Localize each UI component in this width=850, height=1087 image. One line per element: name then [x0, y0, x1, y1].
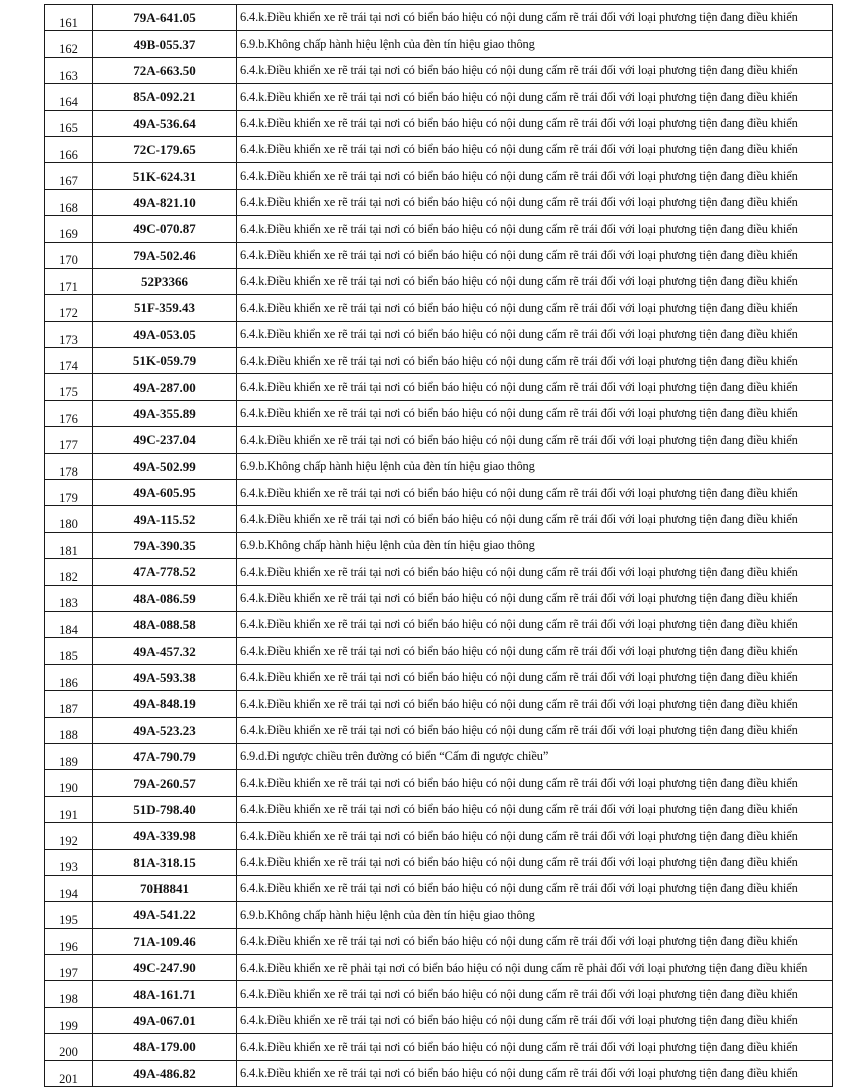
violation-description: 6.4.k.Điều khiển xe rẽ trái tại nơi có biển báo hiệu có nội dung cấm rẽ trái đối với loại phương tiện đang điều khiển: [237, 796, 833, 822]
license-plate: 49A-067.01: [93, 1007, 237, 1033]
violation-description: 6.4.k.Điều khiển xe rẽ trái tại nơi có biển báo hiệu có nội dung cấm rẽ trái đối với loại phương tiện đang điều khiển: [237, 57, 833, 83]
row-number: 173: [45, 321, 93, 347]
license-plate: 49A-355.89: [93, 400, 237, 426]
row-number: 165: [45, 110, 93, 136]
violation-description: 6.4.k.Điều khiển xe rẽ trái tại nơi có biển báo hiệu có nội dung cấm rẽ trái đối với loại phương tiện đang điều khiển: [237, 1060, 833, 1086]
table-row: [45, 295, 833, 321]
violation-description: 6.4.k.Điều khiển xe rẽ trái tại nơi có biển báo hiệu có nội dung cấm rẽ trái đối với loại phương tiện đang điều khiển: [237, 823, 833, 849]
license-plate: 47A-778.52: [93, 559, 237, 585]
row-number: 183: [45, 585, 93, 611]
violation-description: 6.4.k.Điều khiển xe rẽ trái tại nơi có biển báo hiệu có nội dung cấm rẽ trái đối với loại phương tiện đang điều khiển: [237, 400, 833, 426]
table-row: [45, 823, 833, 849]
license-plate: 49A-848.19: [93, 691, 237, 717]
license-plate: 49A-523.23: [93, 717, 237, 743]
row-number: 177: [45, 427, 93, 453]
row-number: 182: [45, 559, 93, 585]
violation-description: 6.4.k.Điều khiển xe rẽ trái tại nơi có biển báo hiệu có nội dung cấm rẽ trái đối với loại phương tiện đang điều khiển: [237, 5, 833, 31]
violation-description: 6.4.k.Điều khiển xe rẽ trái tại nơi có biển báo hiệu có nội dung cấm rẽ trái đối với loại phương tiện đang điều khiển: [237, 110, 833, 136]
violation-description: 6.4.k.Điều khiển xe rẽ trái tại nơi có biển báo hiệu có nội dung cấm rẽ trái đối với loại phương tiện đang điều khiển: [237, 189, 833, 215]
row-number: 190: [45, 770, 93, 796]
violation-description: 6.4.k.Điều khiển xe rẽ trái tại nơi có biển báo hiệu có nội dung cấm rẽ trái đối với loại phương tiện đang điều khiển: [237, 295, 833, 321]
row-number: 189: [45, 743, 93, 769]
row-number: 174: [45, 348, 93, 374]
row-number: 172: [45, 295, 93, 321]
row-number: 200: [45, 1034, 93, 1060]
table-row: [45, 717, 833, 743]
table-row: [45, 559, 833, 585]
violation-description: 6.4.k.Điều khiển xe rẽ trái tại nơi có biển báo hiệu có nội dung cấm rẽ trái đối với loại phương tiện đang điều khiển: [237, 268, 833, 294]
row-number: 184: [45, 611, 93, 637]
violation-description: 6.4.k.Điều khiển xe rẽ trái tại nơi có biển báo hiệu có nội dung cấm rẽ trái đối với loại phương tiện đang điều khiển: [237, 1034, 833, 1060]
violation-description: 6.4.k.Điều khiển xe rẽ trái tại nơi có biển báo hiệu có nội dung cấm rẽ trái đối với loại phương tiện đang điều khiển: [237, 374, 833, 400]
violation-description: 6.9.b.Không chấp hành hiệu lệnh của đèn tín hiệu giao thông: [237, 902, 833, 928]
row-number: 179: [45, 480, 93, 506]
license-plate: 79A-260.57: [93, 770, 237, 796]
violation-description: 6.4.k.Điều khiển xe rẽ trái tại nơi có biển báo hiệu có nội dung cấm rẽ trái đối với loại phương tiện đang điều khiển: [237, 770, 833, 796]
table-row: [45, 400, 833, 426]
violation-description: 6.4.k.Điều khiển xe rẽ trái tại nơi có biển báo hiệu có nội dung cấm rẽ trái đối với loại phương tiện đang điều khiển: [237, 981, 833, 1007]
license-plate: 49A-593.38: [93, 664, 237, 690]
license-plate: 51D-798.40: [93, 796, 237, 822]
row-number: 199: [45, 1007, 93, 1033]
license-plate: 48A-088.58: [93, 611, 237, 637]
row-number: 187: [45, 691, 93, 717]
violation-description: 6.4.k.Điều khiển xe rẽ trái tại nơi có biển báo hiệu có nội dung cấm rẽ trái đối với loại phương tiện đang điều khiển: [237, 480, 833, 506]
violation-description: 6.4.k.Điều khiển xe rẽ trái tại nơi có biển báo hiệu có nội dung cấm rẽ trái đối với loại phương tiện đang điều khiển: [237, 717, 833, 743]
license-plate: 85A-092.21: [93, 84, 237, 110]
violation-description: 6.4.k.Điều khiển xe rẽ trái tại nơi có biển báo hiệu có nội dung cấm rẽ trái đối với loại phương tiện đang điều khiển: [237, 427, 833, 453]
table-row: [45, 5, 833, 31]
table-row: [45, 57, 833, 83]
table-row: [45, 902, 833, 928]
license-plate: 70H8841: [93, 875, 237, 901]
row-number: 168: [45, 189, 93, 215]
license-plate: 49A-053.05: [93, 321, 237, 347]
license-plate: 49A-541.22: [93, 902, 237, 928]
row-number: 185: [45, 638, 93, 664]
license-plate: 79A-641.05: [93, 5, 237, 31]
row-number: 181: [45, 532, 93, 558]
table-row: [45, 427, 833, 453]
license-plate: 49C-247.90: [93, 955, 237, 981]
table-row: [45, 638, 833, 664]
license-plate: 49A-339.98: [93, 823, 237, 849]
table-row: [45, 189, 833, 215]
violation-description: 6.4.k.Điều khiển xe rẽ phải tại nơi có biển báo hiệu có nội dung cấm rẽ phải đối với loại phương tiện đang điều khiển: [237, 955, 833, 981]
license-plate: 79A-502.46: [93, 242, 237, 268]
license-plate: 49C-237.04: [93, 427, 237, 453]
violation-description: 6.4.k.Điều khiển xe rẽ trái tại nơi có biển báo hiệu có nội dung cấm rẽ trái đối với loại phương tiện đang điều khiển: [237, 691, 833, 717]
license-plate: 49A-457.32: [93, 638, 237, 664]
row-number: 188: [45, 717, 93, 743]
row-number: 163: [45, 57, 93, 83]
row-number: 195: [45, 902, 93, 928]
table-row: [45, 875, 833, 901]
row-number: 166: [45, 136, 93, 162]
table-row: [45, 321, 833, 347]
license-plate: 51K-624.31: [93, 163, 237, 189]
table-row: [45, 796, 833, 822]
table-row: [45, 480, 833, 506]
license-plate: 79A-390.35: [93, 532, 237, 558]
row-number: 198: [45, 981, 93, 1007]
license-plate: 49C-070.87: [93, 216, 237, 242]
table-row: [45, 955, 833, 981]
table-row: [45, 506, 833, 532]
row-number: 176: [45, 400, 93, 426]
license-plate: 49A-287.00: [93, 374, 237, 400]
table-row: [45, 664, 833, 690]
row-number: 167: [45, 163, 93, 189]
license-plate: 71A-109.46: [93, 928, 237, 954]
table-row: [45, 242, 833, 268]
row-number: 175: [45, 374, 93, 400]
license-plate: 49A-502.99: [93, 453, 237, 479]
license-plate: 49A-486.82: [93, 1060, 237, 1086]
violation-description: 6.4.k.Điều khiển xe rẽ trái tại nơi có biển báo hiệu có nội dung cấm rẽ trái đối với loại phương tiện đang điều khiển: [237, 84, 833, 110]
license-plate: 48A-179.00: [93, 1034, 237, 1060]
license-plate: 48A-086.59: [93, 585, 237, 611]
violation-description: 6.4.k.Điều khiển xe rẽ trái tại nơi có biển báo hiệu có nội dung cấm rẽ trái đối với loại phương tiện đang điều khiển: [237, 928, 833, 954]
license-plate: 47A-790.79: [93, 743, 237, 769]
violation-description: 6.4.k.Điều khiển xe rẽ trái tại nơi có biển báo hiệu có nội dung cấm rẽ trái đối với loại phương tiện đang điều khiển: [237, 638, 833, 664]
violation-description: 6.4.k.Điều khiển xe rẽ trái tại nơi có biển báo hiệu có nội dung cấm rẽ trái đối với loại phương tiện đang điều khiển: [237, 321, 833, 347]
violation-description: 6.4.k.Điều khiển xe rẽ trái tại nơi có biển báo hiệu có nội dung cấm rẽ trái đối với loại phương tiện đang điều khiển: [237, 1007, 833, 1033]
violations-table: [44, 4, 833, 1087]
license-plate: 49A-821.10: [93, 189, 237, 215]
table-row: [45, 453, 833, 479]
violation-description: 6.4.k.Điều khiển xe rẽ trái tại nơi có biển báo hiệu có nội dung cấm rẽ trái đối với loại phương tiện đang điều khiển: [237, 216, 833, 242]
license-plate: 51K-059.79: [93, 348, 237, 374]
table-row: [45, 981, 833, 1007]
table-row: [45, 84, 833, 110]
table-row: [45, 770, 833, 796]
row-number: 162: [45, 31, 93, 57]
license-plate: 72A-663.50: [93, 57, 237, 83]
row-number: 170: [45, 242, 93, 268]
violation-description: 6.4.k.Điều khiển xe rẽ trái tại nơi có biển báo hiệu có nội dung cấm rẽ trái đối với loại phương tiện đang điều khiển: [237, 242, 833, 268]
table-row: [45, 268, 833, 294]
violation-description: 6.9.d.Đi ngược chiều trên đường có biển “Cấm đi ngược chiều”: [237, 743, 833, 769]
license-plate: 49A-115.52: [93, 506, 237, 532]
violation-description: 6.4.k.Điều khiển xe rẽ trái tại nơi có biển báo hiệu có nội dung cấm rẽ trái đối với loại phương tiện đang điều khiển: [237, 506, 833, 532]
row-number: 178: [45, 453, 93, 479]
row-number: 171: [45, 268, 93, 294]
row-number: 191: [45, 796, 93, 822]
table-row: [45, 31, 833, 57]
violation-description: 6.9.b.Không chấp hành hiệu lệnh của đèn tín hiệu giao thông: [237, 31, 833, 57]
violation-description: 6.4.k.Điều khiển xe rẽ trái tại nơi có biển báo hiệu có nội dung cấm rẽ trái đối với loại phương tiện đang điều khiển: [237, 163, 833, 189]
violation-description: 6.4.k.Điều khiển xe rẽ trái tại nơi có biển báo hiệu có nội dung cấm rẽ trái đối với loại phương tiện đang điều khiển: [237, 611, 833, 637]
table-row: [45, 1034, 833, 1060]
violation-description: 6.4.k.Điều khiển xe rẽ trái tại nơi có biển báo hiệu có nội dung cấm rẽ trái đối với loại phương tiện đang điều khiển: [237, 585, 833, 611]
violation-description: 6.4.k.Điều khiển xe rẽ trái tại nơi có biển báo hiệu có nội dung cấm rẽ trái đối với loại phương tiện đang điều khiển: [237, 849, 833, 875]
table-row: [45, 110, 833, 136]
violations-table-body: [45, 5, 833, 1087]
license-plate: 49A-605.95: [93, 480, 237, 506]
violation-description: 6.4.k.Điều khiển xe rẽ trái tại nơi có biển báo hiệu có nội dung cấm rẽ trái đối với loại phương tiện đang điều khiển: [237, 559, 833, 585]
table-row: [45, 136, 833, 162]
row-number: 186: [45, 664, 93, 690]
violation-description: 6.9.b.Không chấp hành hiệu lệnh của đèn tín hiệu giao thông: [237, 532, 833, 558]
violation-description: 6.4.k.Điều khiển xe rẽ trái tại nơi có biển báo hiệu có nội dung cấm rẽ trái đối với loại phương tiện đang điều khiển: [237, 348, 833, 374]
violation-description: 6.9.b.Không chấp hành hiệu lệnh của đèn tín hiệu giao thông: [237, 453, 833, 479]
table-row: [45, 611, 833, 637]
table-row: [45, 585, 833, 611]
row-number: 201: [45, 1060, 93, 1086]
table-row: [45, 532, 833, 558]
table-row: [45, 849, 833, 875]
license-plate: 52P3366: [93, 268, 237, 294]
license-plate: 49A-536.64: [93, 110, 237, 136]
table-row: [45, 348, 833, 374]
violation-description: 6.4.k.Điều khiển xe rẽ trái tại nơi có biển báo hiệu có nội dung cấm rẽ trái đối với loại phương tiện đang điều khiển: [237, 136, 833, 162]
table-row: [45, 743, 833, 769]
license-plate: 48A-161.71: [93, 981, 237, 1007]
row-number: 196: [45, 928, 93, 954]
violation-description: 6.4.k.Điều khiển xe rẽ trái tại nơi có biển báo hiệu có nội dung cấm rẽ trái đối với loại phương tiện đang điều khiển: [237, 664, 833, 690]
row-number: 197: [45, 955, 93, 981]
row-number: 169: [45, 216, 93, 242]
row-number: 194: [45, 875, 93, 901]
row-number: 164: [45, 84, 93, 110]
license-plate: 81A-318.15: [93, 849, 237, 875]
violation-description: 6.4.k.Điều khiển xe rẽ trái tại nơi có biển báo hiệu có nội dung cấm rẽ trái đối với loại phương tiện đang điều khiển: [237, 875, 833, 901]
row-number: 161: [45, 5, 93, 31]
table-row: [45, 163, 833, 189]
table-row: [45, 1060, 833, 1086]
table-row: [45, 928, 833, 954]
row-number: 180: [45, 506, 93, 532]
table-row: [45, 691, 833, 717]
row-number: 192: [45, 823, 93, 849]
license-plate: 51F-359.43: [93, 295, 237, 321]
row-number: 193: [45, 849, 93, 875]
table-row: [45, 216, 833, 242]
table-row: [45, 1007, 833, 1033]
license-plate: 49B-055.37: [93, 31, 237, 57]
license-plate: 72C-179.65: [93, 136, 237, 162]
table-row: [45, 374, 833, 400]
